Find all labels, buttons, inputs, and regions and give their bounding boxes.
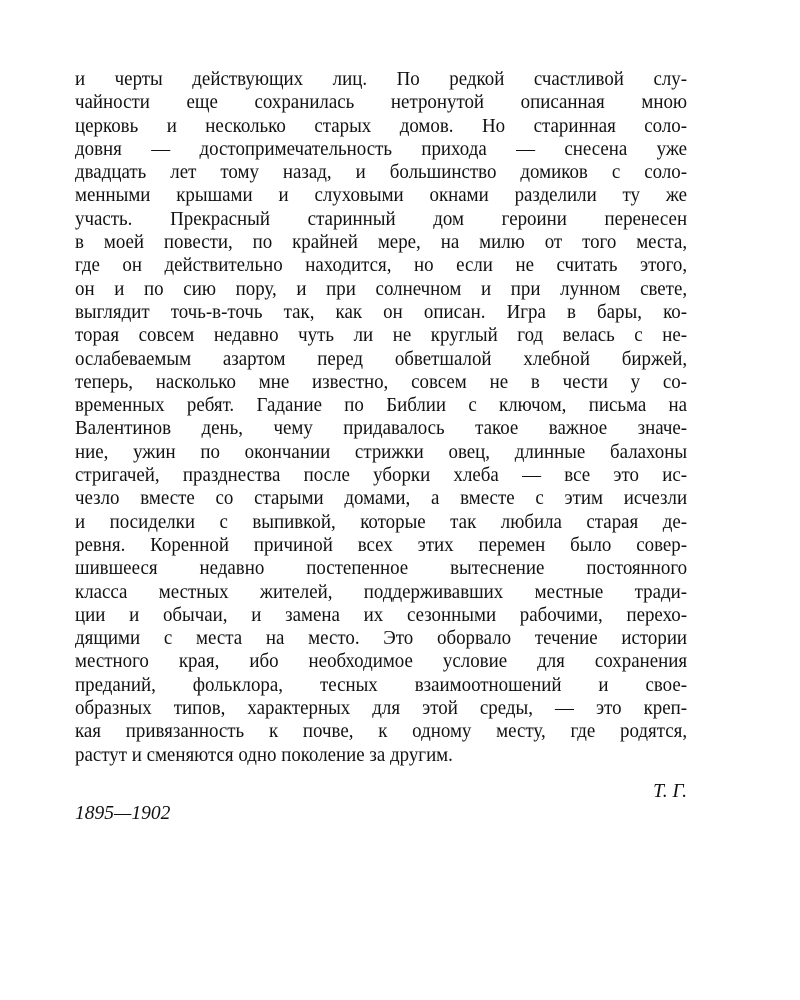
text-line: преданий, фольклора, тесных взаимоотношений и свое- <box>75 674 688 696</box>
text-line: где он действительно находится, но если не считать этого, <box>75 255 688 277</box>
body-paragraph <box>75 68 687 767</box>
text-line: кая привязанность к почве, к одному месту, где родятся, <box>75 721 688 743</box>
text-line: ревня. Коренной причиной всех этих перемен было совер- <box>75 534 688 556</box>
text-line: чезло вместе со старыми домами, а вместе с этим исчезли <box>75 488 688 510</box>
text-line: растут и сменяются одно поколение за другим. <box>75 744 453 766</box>
text-line: чайности еще сохранилась нетронутой описанная мною <box>75 92 688 114</box>
text-line: класса местных жителей, поддерживавших местные тради- <box>75 581 688 603</box>
text-line: Валентинов день, чему придавалось такое важное значе- <box>75 418 688 440</box>
text-line: ослабеваемым азартом перед обветшалой хлебной биржей, <box>75 348 688 370</box>
text-line: стригачей, празднества после уборки хлеба — все это ис- <box>75 465 688 487</box>
text-line: торая совсем недавно чуть ли не круглый год велась с не- <box>75 325 688 347</box>
text-line: и посиделки с выпивкой, которые так любила старая де- <box>75 511 688 533</box>
text-line: дящими с места на место. Это оборвало течение истории <box>75 628 688 650</box>
text-line: временных ребят. Гадание по Библии с ключом, письма на <box>75 395 688 417</box>
text-line: образных типов, характерных для этой среды, — это креп- <box>75 698 688 720</box>
author-signature: Т. Г. <box>653 781 687 802</box>
text-line: участь. Прекрасный старинный дом героини перенесен <box>75 208 688 230</box>
text-line: ции и обычаи, и замена их сезонными рабочими, перехо- <box>75 604 688 626</box>
text-line: довня — достопримечательность прихода — снесена уже <box>75 138 688 160</box>
text-line: церковь и несколько старых домов. Но старинная соло- <box>75 115 688 137</box>
text-line: теперь, насколько мне известно, совсем не в чести у со- <box>75 371 688 393</box>
date-range: 1895—1902 <box>75 803 171 824</box>
text-line: он и по сию пору, и при солнечном и при лунном свете, <box>75 278 688 300</box>
text-line: двадцать лет тому назад, и большинство домиков с соло- <box>75 162 688 184</box>
text-line: менными крышами и слуховыми окнами разделили ту же <box>75 185 688 207</box>
text-line: местного края, ибо необходимое условие для сохранения <box>75 651 688 673</box>
text-line: в моей повести, по крайней мере, на милю от того места, <box>75 232 688 254</box>
text-line: шившееся недавно постепенное вытеснение постоянного <box>75 558 688 580</box>
text-line: и черты действующих лиц. По редкой счастливой слу- <box>75 69 688 90</box>
text-line: ние, ужин по окончании стрижки овец, длинные балахоны <box>75 441 688 463</box>
text-line: выглядит точь-в-точь так, как он описан. Игра в бары, ко- <box>75 301 688 323</box>
document-page <box>75 68 688 824</box>
